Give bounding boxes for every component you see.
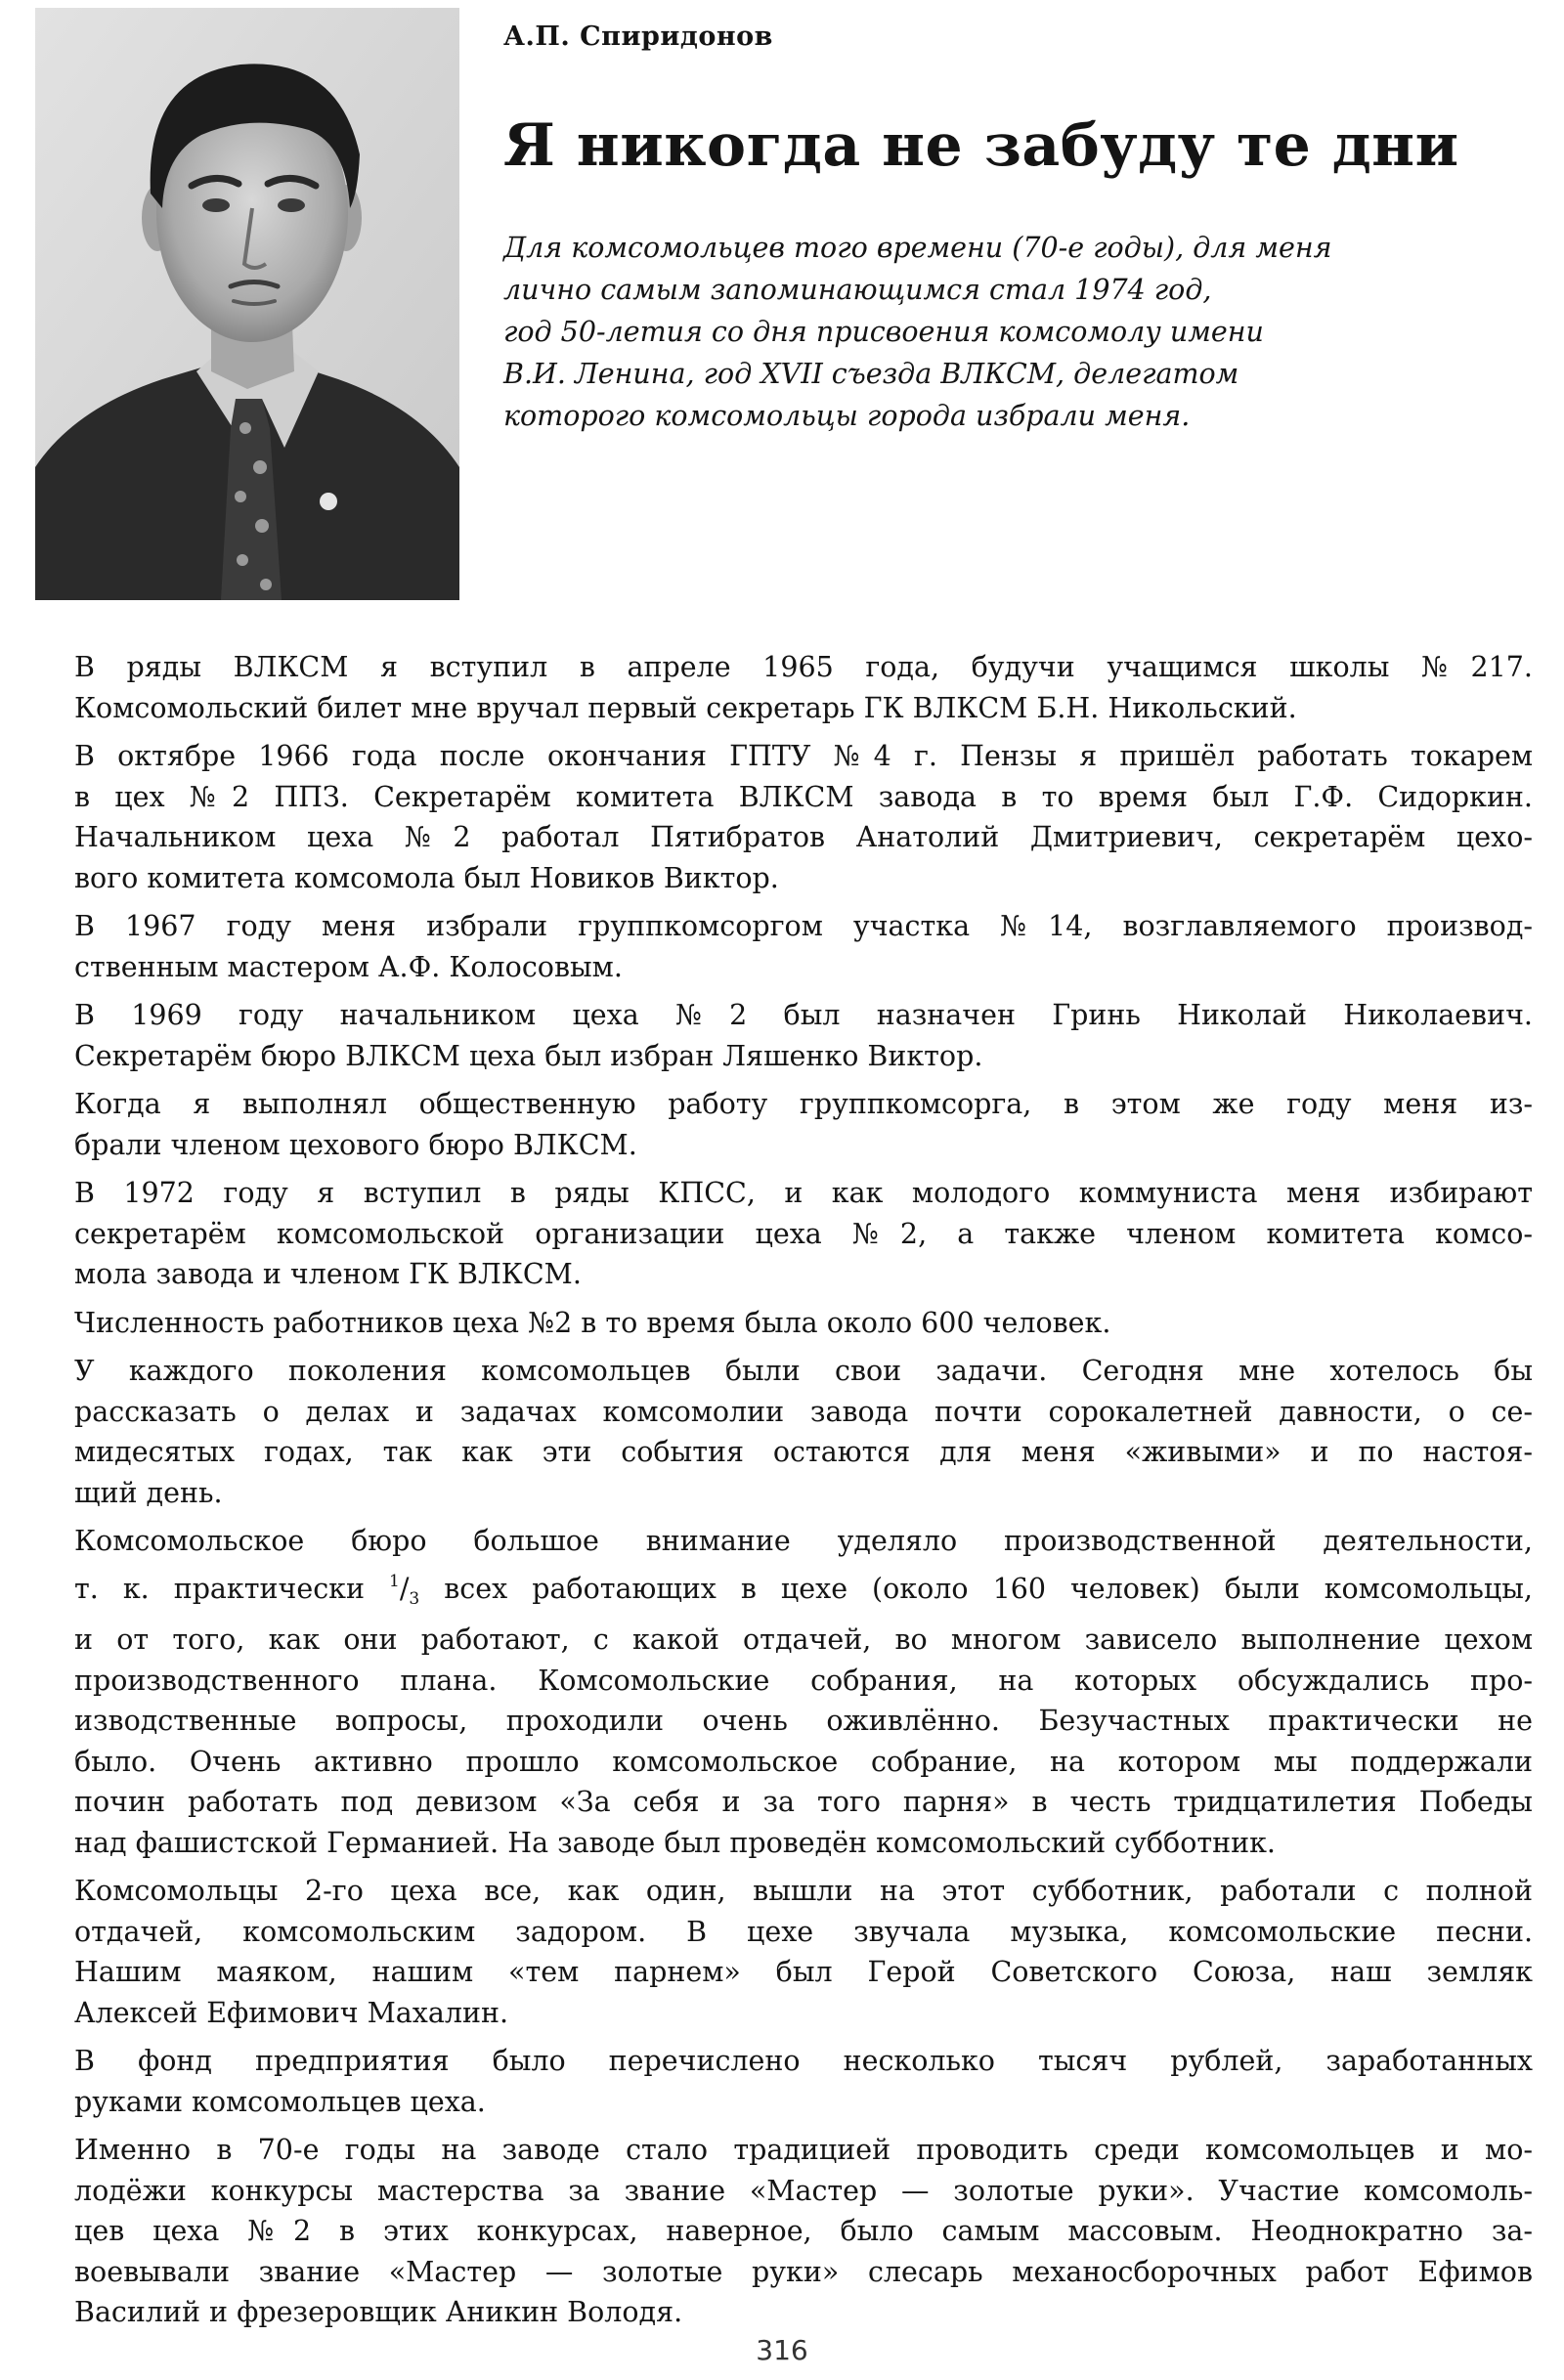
epigraph-line: лично самым запоминающимся стал 1974 год, xyxy=(503,274,1212,306)
article-body xyxy=(74,647,1533,2341)
paragraph-6 xyxy=(74,1173,1533,1295)
body-line: лодёжи конкурсы мастерства за звание «Мастер — золотые руки». Участие комсомоль- xyxy=(74,2174,1533,2207)
body-line: Комсомольское бюро большое внимание уделяло производственной деятельности, xyxy=(74,1525,1533,1557)
epigraph-line: которого комсомольцы города избрали меня. xyxy=(503,400,1191,432)
body-line: и от того, как они работают, с какой отдачей, во многом зависело выполнение цехом xyxy=(74,1623,1533,1656)
paragraph-7 xyxy=(74,1303,1533,1344)
paragraph-3 xyxy=(74,906,1533,987)
paragraph-9 xyxy=(74,1521,1533,1863)
paragraph-5 xyxy=(74,1084,1533,1165)
body-line-with-fraction xyxy=(74,1562,1533,1621)
body-line: мола завода и членом ГК ВЛКСМ. xyxy=(74,1258,582,1290)
body-line: Василий и фрезеровщик Аникин Володя. xyxy=(74,2296,683,2328)
body-line: Комсомольский билет мне вручал первый секретарь ГК ВЛКСМ Б.Н. Никольский. xyxy=(74,691,1297,724)
body-line: Когда я выполнял общественную работу группкомсорга, в этом же году меня из- xyxy=(74,1088,1533,1120)
fraction-numerator: 1 xyxy=(388,1571,400,1591)
body-line: Нашим маяком, нашим «тем парнем» был Герой Советского Союза, наш земляк xyxy=(74,1956,1533,1988)
body-line: В октябре 1966 года после окончания ГПТУ №4 г. Пензы я пришёл работать токарем xyxy=(74,740,1533,772)
epigraph-line: В.И. Ленина, год XVII съезда ВЛКСМ, делегатом xyxy=(503,358,1239,390)
paragraph-4 xyxy=(74,995,1533,1076)
body-line: Начальником цеха №2 работал Пятибратов Анатолий Дмитриевич, секретарём цехо- xyxy=(74,821,1533,853)
paragraph-8 xyxy=(74,1351,1533,1513)
fraction-denominator: 3 xyxy=(409,1588,420,1609)
paragraph-1 xyxy=(74,647,1533,728)
body-line: рассказать о делах и задачах комсомолии завода почти сорокалетней давности, о се- xyxy=(74,1395,1533,1428)
epigraph xyxy=(503,227,1520,437)
portrait-illustration xyxy=(35,8,459,600)
body-line: над фашистской Германией. На заводе был проведён комсомольский субботник. xyxy=(74,1826,1276,1859)
body-line: было. Очень активно прошло комсомольское собрание, на котором мы поддержали xyxy=(74,1745,1533,1778)
epigraph-line: год 50-летия со дня присвоения комсомолу имени xyxy=(503,316,1264,348)
paragraph-10 xyxy=(74,1871,1533,2033)
body-line: щий день. xyxy=(74,1476,223,1509)
author-portrait-photo xyxy=(35,8,459,600)
body-line: Секретарём бюро ВЛКСМ цеха был избран Ляшенко Виктор. xyxy=(74,1039,983,1072)
body-line: В 1967 году меня избрали группкомсоргом участка №14, возглавляемого производ- xyxy=(74,910,1533,942)
body-line: вого комитета комсомола был Новиков Виктор. xyxy=(74,861,779,894)
fraction-lead-text: т. к. практически xyxy=(74,1572,365,1605)
body-line: секретарём комсомольской организации цеха №2, а также членом комитета комсо- xyxy=(74,1217,1533,1250)
epigraph-line: Для комсомольцев того времени (70-е годы), для меня xyxy=(503,232,1332,264)
article-title: Я никогда не забуду те дни xyxy=(503,111,1459,180)
body-line: Численность работников цеха №2 в то время была около 600 человек. xyxy=(74,1306,1111,1339)
body-line: ственным мастером А.Ф. Колосовым. xyxy=(74,950,623,983)
paragraph-11 xyxy=(74,2041,1533,2122)
body-line: В 1969 году начальником цеха №2 был назначен Гринь Николай Николаевич. xyxy=(74,999,1533,1031)
body-line: Именно в 70-е годы на заводе стало традицией проводить среди комсомольцев и мо- xyxy=(74,2134,1533,2166)
body-line: почин работать под девизом «За себя и за того парня» в честь тридцатилетия Победы xyxy=(74,1786,1533,1818)
body-line: Алексей Ефимович Махалин. xyxy=(74,1996,509,2029)
paragraph-12 xyxy=(74,2130,1533,2333)
body-line: воевывали звание «Мастер — золотые руки» слесарь механосборочных работ Ефимов xyxy=(74,2255,1533,2288)
body-line: изводственные вопросы, проходили очень оживлённо. Безучастных практически не xyxy=(74,1705,1533,1737)
body-line: в цех №2 ППЗ. Секретарём комитета ВЛКСМ завода в то время был Г.Ф. Сидоркин. xyxy=(74,780,1533,813)
body-line: У каждого поколения комсомольцев были свои задачи. Сегодня мне хотелось бы xyxy=(74,1355,1533,1387)
body-line: Комсомольцы 2-го цеха все, как один, вышли на этот субботник, работали с полной xyxy=(74,1875,1533,1907)
body-line: В 1972 году я вступил в ряды КПСС, и как молодого коммуниста меня избирают xyxy=(74,1177,1533,1209)
page-number: 316 xyxy=(756,2334,808,2366)
body-line: руками комсомольцев цеха. xyxy=(74,2085,486,2118)
paragraph-2 xyxy=(74,736,1533,898)
fraction-trail-text: всех работающих в цехе (около 160 человек) были комсомольцы, xyxy=(444,1572,1533,1605)
fraction-one-third: $^1/_3$ xyxy=(388,1571,420,1609)
body-line: отдачей, комсомольским задором. В цехе звучала музыка, комсомольские песни. xyxy=(74,1915,1533,1948)
body-line: брали членом цехового бюро ВЛКСМ. xyxy=(74,1128,637,1161)
body-line: В фонд предприятия было перечислено несколько тысяч рублей, заработанных xyxy=(74,2045,1533,2077)
author-name: А.П. Спиридонов xyxy=(503,22,773,52)
body-line: В ряды ВЛКСМ я вступил в апреле 1965 года, будучи учащимся школы №217. xyxy=(74,651,1533,683)
body-line: производственного плана. Комсомольские собрания, на которых обсуждались про- xyxy=(74,1664,1533,1697)
body-line: цев цеха №2 в этих конкурсах, наверное, было самым массовым. Неоднократно за- xyxy=(74,2215,1533,2247)
body-line: мидесятых годах, так как эти события остаются для меня «живыми» и по настоя- xyxy=(74,1436,1533,1468)
